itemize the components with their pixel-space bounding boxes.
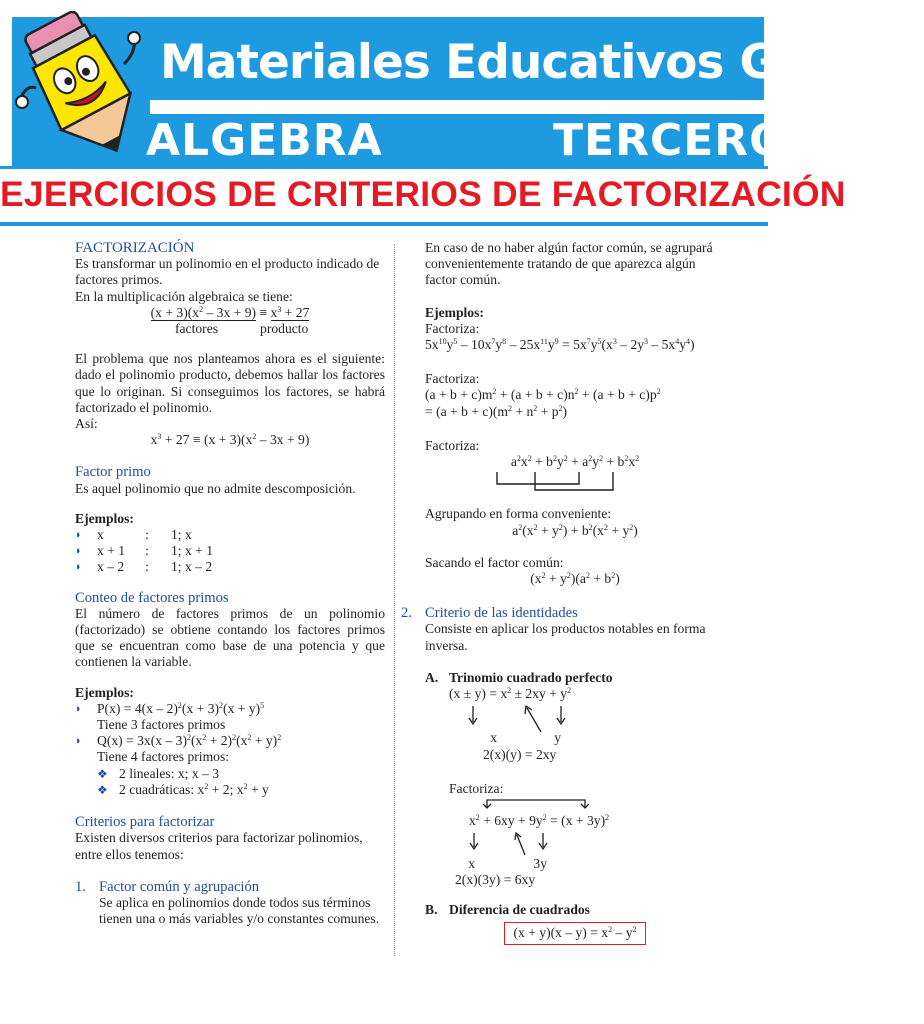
left-column bbox=[75, 240, 385, 927]
criterion-1-text: Se aplica en polinomios donde todos sus términos tienen una o más variables y/o constantes comunes. bbox=[99, 894, 380, 927]
example-3-formula: $a^2x^2 + b^2y^2 + a^2y^2 + b^2x^2$ bbox=[510, 454, 640, 470]
problem-text: El problema que nos planteamos ahora es el siguiente: dado el polinomio producto, debemos hallar los factores que lo originan. Si conseguimos los factores, se habrá factorizado el polinomio. bbox=[75, 351, 385, 415]
list-item: ❖ 2 cuadráticas: $x^2 + 2$; $x^2 + y$ bbox=[75, 782, 385, 798]
factores-label: factores bbox=[175, 321, 219, 337]
criterion-2-heading: 2. Criterio de las identidades bbox=[401, 605, 578, 622]
formula-labels bbox=[75, 321, 385, 337]
tcp-example-middle: 2(x)(3y) = 6xy bbox=[455, 871, 536, 887]
list-item: ◗ x : 1; x bbox=[75, 527, 385, 543]
heading-factorizacion: FACTORIZACIÓN bbox=[75, 240, 195, 256]
criterios-text: Existen diversos criterios para factorizar polinomios, entre ellos tenemos: bbox=[75, 830, 363, 862]
criterion-1-heading: 1. Factor común y agrupación bbox=[75, 878, 260, 895]
subsection-b-heading: B. Diferencia de cuadrados bbox=[425, 902, 590, 918]
multiplication-intro: En la multiplicación algebraica se tiene: bbox=[75, 288, 293, 304]
examples-label: Ejemplos: bbox=[75, 684, 134, 700]
factoriza-label: Factoriza: bbox=[425, 437, 480, 453]
tcp-roots: x y bbox=[490, 730, 561, 746]
heading-criterios: Criterios para factorizar bbox=[75, 814, 215, 831]
subsection-a-heading: A. Trinomio cuadrado perfecto bbox=[425, 669, 613, 685]
sacando-formula: $(x^2 + y^2)(a^2 + b^2)$ bbox=[530, 571, 620, 587]
list-item: ◗ $P(x) = 4(x - 2)^2(x + 3)^2(x + y)^5$ bbox=[75, 701, 385, 717]
examples-label: Ejemplos: bbox=[75, 510, 134, 526]
example-1-formula: $5x^{10}y^5 - 10x^7y^8 - 25x^{11}y^9 = 5x^7y^5(x^3 - 2y^3 - 5x^4y^4)$ bbox=[425, 337, 695, 353]
tcp-arrows bbox=[425, 702, 725, 734]
factoriza-label: Factoriza: bbox=[425, 371, 480, 387]
sacando-label: Sacando el factor común: bbox=[425, 554, 564, 570]
agrupando-formula: $a^2(x^2 + y^2) + b^2(x^2 + y^2)$ bbox=[512, 522, 638, 538]
site-title: Materiales Educativos GRATIS bbox=[160, 35, 924, 90]
subject-label: ALGEBRA bbox=[146, 115, 383, 166]
tcp-formula: $(x \pm y) = x^2 \pm 2xy + y^2$ bbox=[449, 686, 572, 702]
list-item: ◗ x + 1 : 1; x + 1 bbox=[75, 543, 385, 559]
definition-text: Es transformar un polinomio en el producto indicado de factores primos. bbox=[75, 256, 380, 288]
factoriza-label: Factoriza: bbox=[449, 780, 504, 796]
right-column bbox=[401, 240, 725, 945]
header-divider bbox=[150, 100, 764, 114]
asi-label: Así: bbox=[75, 416, 98, 432]
tcp-top-bracket bbox=[425, 797, 725, 809]
multiplication-formula: $(x + 3)(x^2 - 3x + 9) \equiv x^3 + 27$ bbox=[150, 304, 310, 320]
heading-factor-primo: Factor primo bbox=[75, 464, 151, 481]
producto-label: producto bbox=[260, 321, 309, 337]
criterion-2-text: Consiste en aplicar los productos notables en forma inversa. bbox=[425, 621, 706, 653]
column-divider bbox=[394, 244, 395, 956]
factor-primo-text: Es aquel polinomio que no admite descomposición. bbox=[75, 480, 356, 496]
example-2-result: = $(a + b + c)(m^2 + n^2 + p^2)$ bbox=[425, 403, 568, 419]
grade-label: TERCERO bbox=[553, 115, 788, 166]
tcp-example-roots: x 3y bbox=[468, 855, 547, 871]
tcp-example-arrows bbox=[425, 829, 725, 857]
agrupando-label: Agrupando en forma conveniente: bbox=[425, 506, 612, 522]
tcp-middle-term: 2(x)(y) = 2xy bbox=[483, 746, 557, 762]
factoriza-label: Factoriza: bbox=[425, 320, 480, 336]
example-2-formula: $(a + b + c)m^2 + (a + b + c)n^2 + (a + b + c)p^2$ bbox=[425, 387, 661, 403]
gratis-label: GRATIS bbox=[739, 35, 924, 90]
topic-bar bbox=[0, 166, 846, 226]
factorization-example: $x^3 + 27 \equiv (x + 3)(x^2 - 3x + 9)$ bbox=[150, 432, 310, 448]
tiene3-text: Tiene 3 factores primos bbox=[97, 717, 226, 733]
heading-conteo: Conteo de factores primos bbox=[75, 589, 229, 606]
tcp-example-formula: $x^2 + 6xy + 9y^2 = (x + 3y)^2$ bbox=[469, 813, 610, 829]
difference-squares-formula: $(x + y)(x - y) = x^2 - y^2$ bbox=[425, 922, 725, 944]
list-item: ◗ $Q(x) = 3x(x - 3)^2(x^2 + 2)^2(x^2 + y)^2$ bbox=[75, 733, 385, 749]
conteo-text: El número de factores primos de un polinomio (factorizado) se obtiene contando los factores primos que se encuentran como base de una potencia y que contienen la variable. bbox=[75, 605, 385, 670]
pencil-mascot-icon bbox=[16, 4, 144, 164]
list-item: ◗ x – 2 : 1; x – 2 bbox=[75, 559, 385, 575]
grouping-brackets bbox=[425, 470, 725, 494]
examples-label: Ejemplos: bbox=[425, 304, 484, 320]
header bbox=[0, 0, 924, 226]
topic-title: EJERCICIOS DE CRITERIOS DE FACTORIZACIÓN bbox=[0, 174, 846, 214]
grouping-intro: En caso de no haber algún factor común, se agrupará convenientemente tratando de que aparezca algún factor común. bbox=[425, 240, 713, 288]
list-item: ❖ 2 lineales: x; x – 3 bbox=[75, 766, 385, 782]
tiene4-text: Tiene 4 factores primos: bbox=[97, 749, 230, 765]
